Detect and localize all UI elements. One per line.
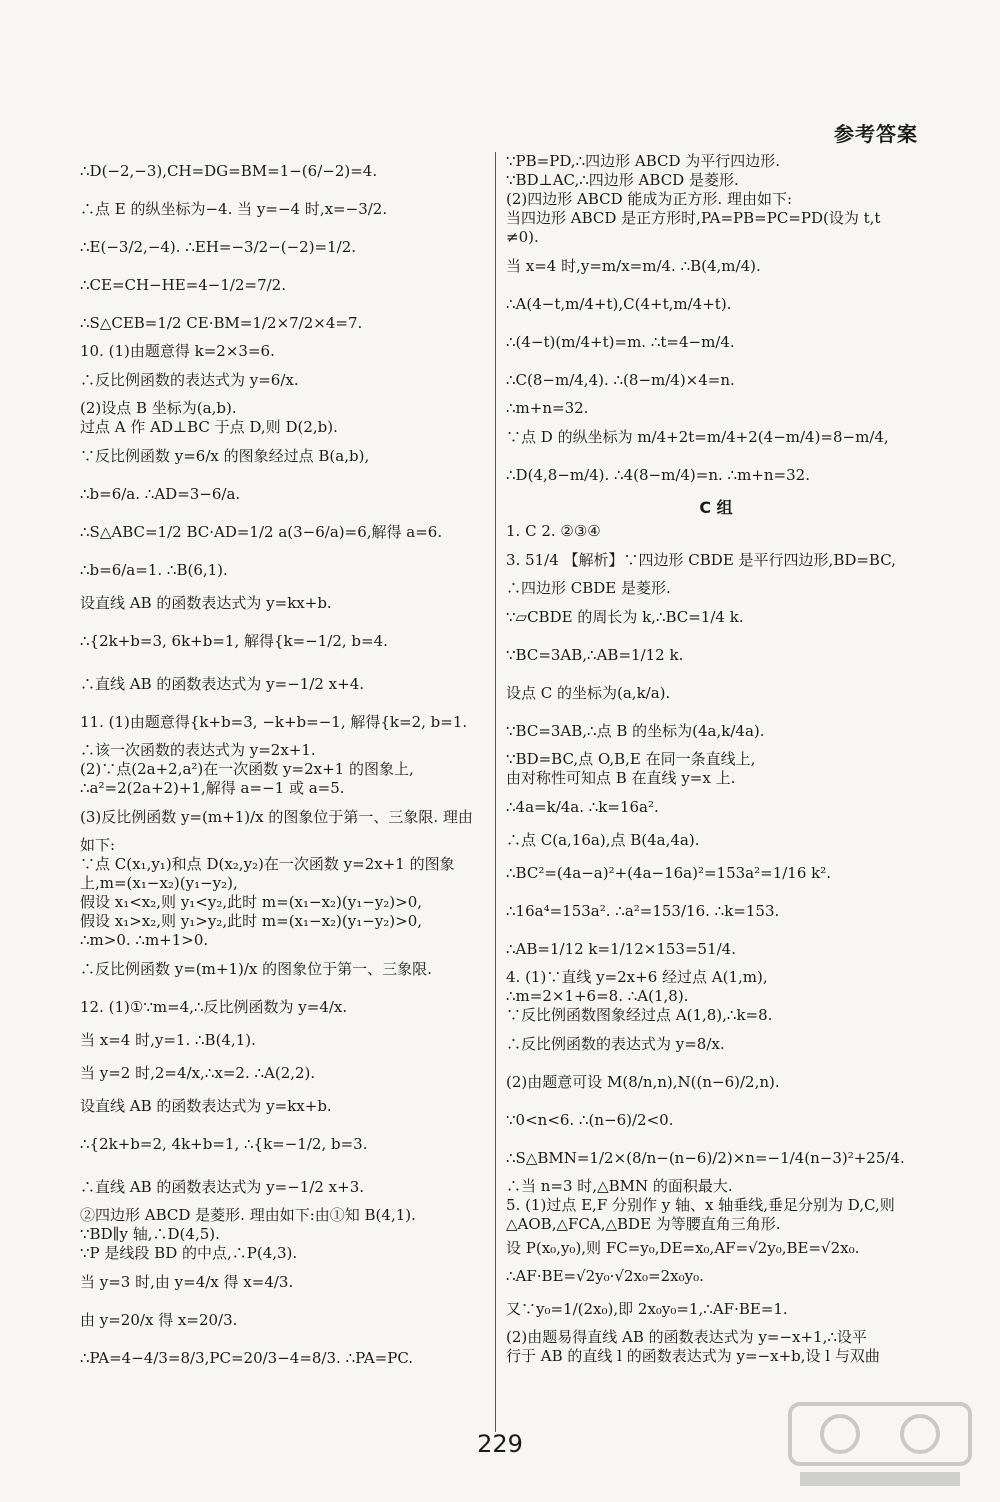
text-line: ∴A(4−t,m/4+t),C(4+t,m/4+t).: [506, 295, 732, 313]
text-line: ∴反比例函数的表达式为 y=8/x.: [506, 1035, 725, 1053]
page-number: 229: [477, 1430, 523, 1458]
text-line: 如下:: [80, 836, 116, 854]
text-line: ∵反比例函数 y=6/x 的图象经过点 B(a,b),: [80, 447, 370, 465]
text-line: ∵BC=3AB,∴AB=1/12 k.: [506, 646, 684, 664]
text-line: 当 y=3 时,由 y=4/x 得 x=4/3.: [80, 1273, 294, 1291]
text-line: 12. (1)①∵m=4,∴反比例函数为 y=4/x.: [80, 998, 348, 1016]
text-line: 假设 x₁>x₂,则 y₁>y₂,此时 m=(x₁−x₂)(y₁−y₂)>0,: [80, 912, 423, 930]
page-header-title: 参考答案: [834, 122, 918, 146]
text-line: ∴C(8−m/4,4). ∴(8−m/4)×4=n.: [506, 371, 735, 389]
text-line: ∴点 E 的纵坐标为−4. 当 y=−4 时,x=−3/2.: [80, 200, 388, 218]
text-line: 10. (1)由题意得 k=2×3=6.: [80, 342, 275, 360]
text-line: ∵点 D 的纵坐标为 m/4+2t=m/4+2(4−m/4)=8−m/4,: [506, 428, 889, 446]
text-line: ∴直线 AB 的函数表达式为 y=−1/2 x+4.: [80, 675, 365, 693]
text-line: 设直线 AB 的函数表达式为 y=kx+b.: [80, 1097, 332, 1115]
text-line: ∴AB=1/12 k=1/12×153=51/4.: [506, 940, 736, 958]
text-line: △AOB,△FCA,△BDE 为等腰直角三角形.: [506, 1215, 781, 1233]
text-line: ∴CE=CH−HE=4−1/2=7/2.: [80, 276, 286, 294]
section-title-group-c: C 组: [699, 498, 733, 517]
text-line: ∴E(−3/2,−4). ∴EH=−3/2−(−2)=1/2.: [80, 238, 357, 256]
text-line: ∴b=6/a. ∴AD=3−6/a.: [80, 485, 241, 503]
text-line: 设 P(x₀,y₀),则 FC=y₀,DE=x₀,AF=√2y₀,BE=√2x₀.: [506, 1239, 860, 1257]
text-line: 由对称性可知点 B 在直线 y=x 上.: [506, 769, 736, 787]
text-line: ∴直线 AB 的函数表达式为 y=−1/2 x+3.: [80, 1178, 365, 1196]
text-line: ②四边形 ABCD 是菱形. 理由如下:由①知 B(4,1).: [80, 1206, 416, 1224]
text-line: ∴4a=k/4a. ∴k=16a².: [506, 798, 659, 816]
text-line: ∵BD=BC,点 O,B,E 在同一条直线上,: [506, 750, 756, 768]
text-line: ∴AF·BE=√2y₀·√2x₀=2x₀y₀.: [506, 1267, 704, 1285]
text-line: ∵BD⊥AC,∴四边形 ABCD 是菱形.: [506, 171, 739, 189]
text-line: ∵0<n<6. ∴(n−6)/2<0.: [506, 1111, 674, 1129]
text-line: ∴(4−t)(m/4+t)=m. ∴t=4−m/4.: [506, 333, 735, 351]
text-line: ∴点 C(a,16a),点 B(4a,4a).: [506, 831, 700, 849]
text-line: ∴当 n=3 时,△BMN 的面积最大.: [506, 1177, 733, 1195]
text-line: ∴m>0. ∴m+1>0.: [80, 931, 209, 949]
text-line: 5. (1)过点 E,F 分别作 y 轴、x 轴垂线,垂足分别为 D,C,则: [506, 1196, 895, 1214]
text-line: 4. (1)∵直线 y=2x+6 经过点 A(1,m),: [506, 968, 768, 986]
text-line: ∵BC=3AB,∴点 B 的坐标为(4a,k/4a).: [506, 722, 765, 740]
watermark-logo-icon: [780, 1394, 980, 1494]
text-line: ∴{2k+b=2, 4k+b=1, ∴{k=−1/2, b=3.: [80, 1135, 368, 1153]
text-line: 当四边形 ABCD 是正方形时,PA=PB=PC=PD(设为 t,t: [506, 209, 881, 227]
text-line: 3. 51/4 【解析】∵四边形 CBDE 是平行四边形,BD=BC,: [506, 551, 896, 569]
text-line: ∴S△CEB=1/2 CE·BM=1/2×7/2×4=7.: [80, 314, 363, 332]
text-line: ∵反比例函数图象经过点 A(1,8),∴k=8.: [506, 1006, 773, 1024]
text-line: (2)由题易得直线 AB 的函数表达式为 y=−x+1,∴设平: [506, 1328, 867, 1346]
text-line: 上,m=(x₁−x₂)(y₁−y₂),: [80, 874, 238, 892]
text-line: (2)∵点(2a+2,a²)在一次函数 y=2x+1 的图象上,: [80, 760, 414, 778]
text-line: ∵点 C(x₁,y₁)和点 D(x₂,y₂)在一次函数 y=2x+1 的图象: [80, 855, 455, 873]
text-line: (2)四边形 ABCD 能成为正方形. 理由如下:: [506, 190, 793, 208]
text-line: ≠0).: [506, 228, 539, 246]
text-line: ∴PA=4−4/3=8/3,PC=20/3−4=8/3. ∴PA=PC.: [80, 1349, 414, 1367]
text-line: ∵P 是线段 BD 的中点,∴P(4,3).: [80, 1244, 298, 1262]
text-line: ∴四边形 CBDE 是菱形.: [506, 579, 671, 597]
text-line: 当 x=4 时,y=m/x=m/4. ∴B(4,m/4).: [506, 257, 761, 275]
column-divider: [495, 152, 496, 1432]
text-line: ∴{2k+b=3, 6k+b=1, 解得{k=−1/2, b=4.: [80, 632, 388, 650]
text-line: (3)反比例函数 y=(m+1)/x 的图象位于第一、三象限. 理由: [80, 808, 473, 826]
text-line: 又∵y₀=1/(2x₀),即 2x₀y₀=1,∴AF·BE=1.: [506, 1300, 788, 1318]
text-line: ∴a²=2(2a+2)+1,解得 a=−1 或 a=5.: [80, 779, 345, 797]
text-line: ∴S△ABC=1/2 BC·AD=1/2 a(3−6/a)=6,解得 a=6.: [80, 523, 443, 541]
text-line: 11. (1)由题意得{k+b=3, −k+b=−1, 解得{k=2, b=1.: [80, 713, 468, 731]
text-line: 当 x=4 时,y=1. ∴B(4,1).: [80, 1031, 256, 1049]
text-line: ∴S△BMN=1/2×(8/n−(n−6)/2)×n=−1/4(n−3)²+25/4.: [506, 1149, 905, 1167]
text-line: 由 y=20/x 得 x=20/3.: [80, 1311, 238, 1329]
text-line: ∴m=2×1+6=8. ∴A(1,8).: [506, 987, 689, 1005]
text-line: ∴m+n=32.: [506, 399, 589, 417]
text-line: ∴b=6/a=1. ∴B(6,1).: [80, 561, 228, 579]
text-line: ∴该一次函数的表达式为 y=2x+1.: [80, 741, 316, 759]
text-line: 设直线 AB 的函数表达式为 y=kx+b.: [80, 594, 332, 612]
text-line: ∴反比例函数 y=(m+1)/x 的图象位于第一、三象限.: [80, 960, 432, 978]
text-line: ∵▱CBDE 的周长为 k,∴BC=1/4 k.: [506, 608, 744, 626]
right-column: [506, 152, 926, 1366]
text-line: 设点 C 的坐标为(a,k/a).: [506, 684, 671, 702]
text-line: (2)设点 B 坐标为(a,b).: [80, 399, 237, 417]
text-line: 行于 AB 的直线 l 的函数表达式为 y=−x+b,设 l 与双曲: [506, 1347, 880, 1365]
text-line: ∴D(4,8−m/4). ∴4(8−m/4)=n. ∴m+n=32.: [506, 466, 810, 484]
text-line: (2)由题意可设 M(8/n,n),N((n−6)/2,n).: [506, 1073, 780, 1091]
text-line: ∴BC²=(4a−a)²+(4a−16a)²=153a²=1/16 k².: [506, 864, 832, 882]
text-line: ∴16a⁴=153a². ∴a²=153/16. ∴k=153.: [506, 902, 780, 920]
text-line: ∴D(−2,−3),CH=DG=BM=1−(6/−2)=4.: [80, 162, 378, 180]
text-line: 1. C 2. ②③④: [506, 522, 601, 540]
text-line: ∵PB=PD,∴四边形 ABCD 为平行四边形.: [506, 152, 781, 170]
text-line: ∴反比例函数的表达式为 y=6/x.: [80, 371, 299, 389]
text-line: 过点 A 作 AD⊥BC 于点 D,则 D(2,b).: [80, 418, 338, 436]
text-line: ∵BD∥y 轴,∴D(4,5).: [80, 1225, 220, 1243]
left-column: [80, 152, 500, 1377]
text-line: 当 y=2 时,2=4/x,∴x=2. ∴A(2,2).: [80, 1064, 316, 1082]
text-line: 假设 x₁<x₂,则 y₁<y₂,此时 m=(x₁−x₂)(y₁−y₂)>0,: [80, 893, 423, 911]
